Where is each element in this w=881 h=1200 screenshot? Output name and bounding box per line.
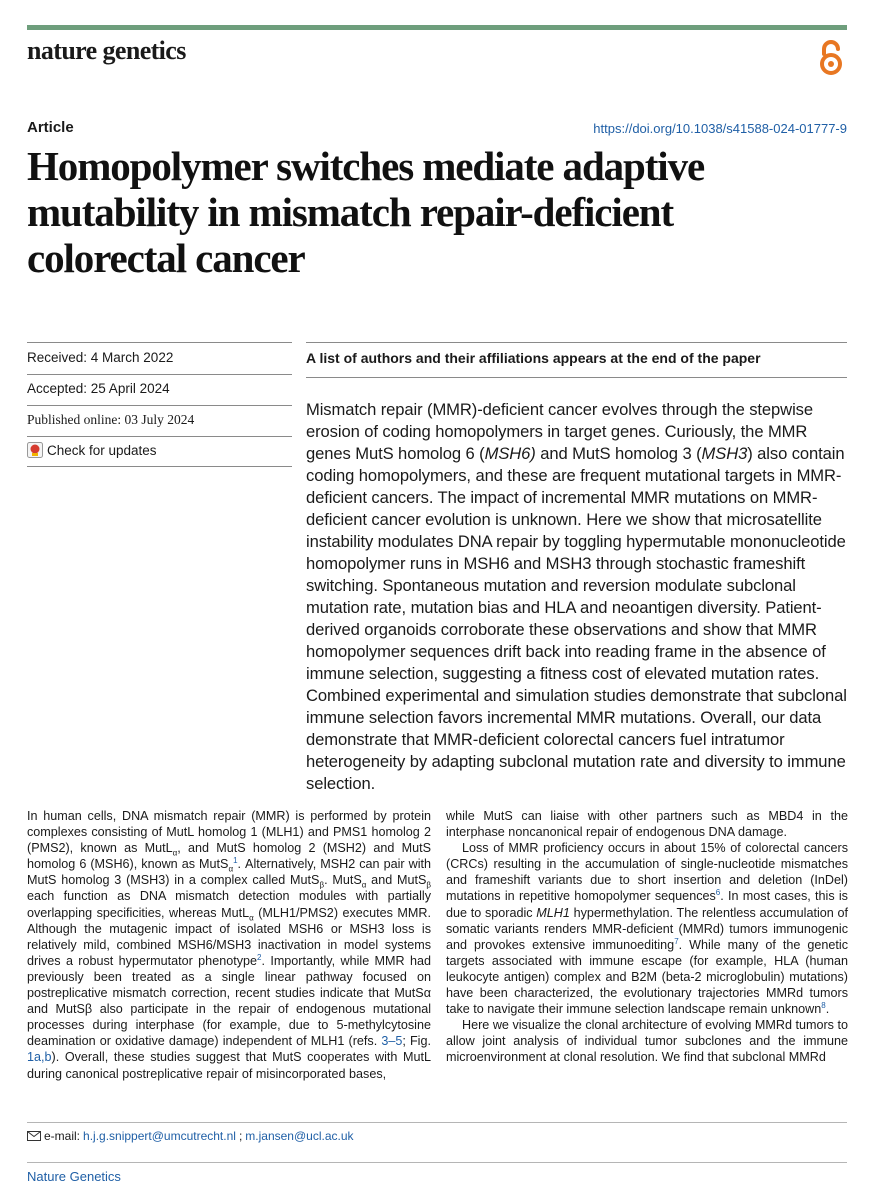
envelope-icon <box>27 1131 41 1141</box>
check-updates-label: Check for updates <box>47 442 157 458</box>
citation-link[interactable]: 6 <box>715 888 721 898</box>
figure-link[interactable]: 1a,b <box>27 1050 52 1065</box>
body-paragraph: Loss of MMR proficiency occurs in about 15% of colorectal cancers (CRCs) resulting in the accumulation of single-nucleotide mismatches and frameshift variants due to short insertion and deletion (InDel) mutations in repetitive homopolymer sequences$^6$. In most cases, this is due to sporadic MLH1 hypermethylation. The relentless accumulation of somatic variants renders MMR-deficient (MMRd) tumors immunogenic and provokes extensive immunoediting$^7$. While many of the genetic targets associated with immune escape (for example, HLA (human leukocyte antigen) complex and B2M (beta-2 microglobulin) mutations) have been characterized, the evolutionary trajectories MMRd tumors take to navigate their immune selection landscape remain unknown$^8$. <box>446 841 848 1017</box>
citation-link[interactable]: 8 <box>821 1000 826 1010</box>
body-paragraph: Here we visualize the clonal architecture of evolving MMRd tumors to allow joint analysis of individual tumor subclones and the immune microenvironment at clonal resolution. We find that subclonal MMRd <box>446 1018 848 1065</box>
published-date: Published online: 03 July 2024 <box>27 412 195 427</box>
footer-divider <box>27 1162 847 1163</box>
check-for-updates-button[interactable] <box>27 442 157 458</box>
journal-color-bar <box>27 25 847 30</box>
footer-journal-name[interactable]: Nature Genetics <box>27 1169 121 1184</box>
email-link[interactable]: m.jansen@ucl.ac.uk <box>245 1129 354 1143</box>
journal-logo[interactable]: nature genetics <box>27 36 186 65</box>
citation-link[interactable]: 2 <box>257 952 262 962</box>
citation-link[interactable]: 3–5 <box>381 1034 403 1049</box>
article-title: Homopolymer switches mediate adaptive mutability in mismatch repair-deficient colorectal cancer <box>27 143 705 281</box>
meta-divider <box>27 374 292 375</box>
citation-link[interactable]: 7 <box>674 936 679 946</box>
meta-divider <box>27 405 292 406</box>
body-paragraph: while MutS can liaise with other partners such as MBD4 in the interphase noncanonical repair of endogenous DNA damage. <box>446 809 848 840</box>
body-column-left <box>27 808 431 1082</box>
open-access-icon[interactable] <box>816 38 846 76</box>
meta-divider <box>27 436 292 437</box>
correspondence-line: e-mail: h.j.g.snippert@umcutrecht.nl ; m.jansen@ucl.ac.uk <box>27 1129 354 1143</box>
citation-link[interactable]: 1 <box>233 856 238 866</box>
authors-divider <box>306 377 847 378</box>
authors-note: A list of authors and their affiliations appears at the end of the paper <box>306 350 761 366</box>
check-updates-icon <box>27 442 43 458</box>
meta-divider <box>27 466 292 467</box>
article-type-label: Article <box>27 119 74 136</box>
body-paragraph: In human cells, DNA mismatch repair (MMR) is performed by protein complexes consisting of MutL homolog 1 (MLH1) and PMS1 homolog 2 (PMS2), known as MutL$_\alpha$, and MutS homolog 2 (MSH2) and MutS homolog 6 (MSH6), known as MutS$_\alpha^1$. Alternatively, MSH2 can pair with MutS homolog 3 (MSH3) in a complex called MutS$_\beta$. MutS$_\alpha$ and MutS$_\beta$ each function as DNA mismatch detection modules with partially overlapping specificities, whereas MutL$_\alpha$ (MLH1/PMS2) executes MMR. Although the mutagenic impact of isolated MSH6 or MSH3 loss is relatively mild, combined MSH6/MSH3 inactivation in model systems drives a robust hypermutator phenotype$^2$. Importantly, while MMR had previously been treated as a single linear pathway focused on postreplicative mismatch correction, recent studies indicate that MutSα and MutSβ also participate in the repair of endogenous mutational processes during interphase (for example, due to 5-methylcytosine deamination or oxidative damage) independent of MLH1 (refs. 3–5; Fig. 1a,b). Overall, these studies suggest that MutS cooperates with MutL during canonical postreplicative repair of misincorporated bases, <box>27 809 431 1081</box>
meta-divider <box>27 342 292 343</box>
email-link[interactable]: h.j.g.snippert@umcutrecht.nl <box>83 1129 236 1143</box>
accepted-date: Accepted: 25 April 2024 <box>27 381 170 396</box>
received-date: Received: 4 March 2022 <box>27 350 174 365</box>
footnote-divider <box>27 1122 847 1123</box>
body-column-right <box>446 808 848 1066</box>
doi-link[interactable]: https://doi.org/10.1038/s41588-024-01777-9 <box>593 121 847 136</box>
authors-divider <box>306 342 847 343</box>
abstract: Mismatch repair (MMR)-deficient cancer evolves through the stepwise erosion of coding homopolymers in target genes. Curiously, the MMR genes MutS homolog 6 (MSH6) and MutS homolog 3 (MSH3) also contain coding homopolymers, and these are frequent mutational targets in MMR-deficient cancers. The impact of incremental MMR mutations on MMR-deficient cancer evolution is unknown. Here we show that microsatellite instability modulates DNA repair by toggling hypermutable mononucleotide homopolymer runs in MSH6 and MSH3 through stochastic frameshift switching. Spontaneous mutation and reversion modulate subclonal mutation rate, mutation bias and HLA and neoantigen diversity. Patient-derived organoids corroborate these observations and show that MMR homopolymer sequences drift back into reading frame in the absence of immune selection, suggesting a fitness cost of elevated mutation rates. Combined experimental and simulation studies demonstrate that subclonal immune selection favors incremental MMR mutations. Overall, our data demonstrate that MMR-deficient colorectal cancers fuel intratumor heterogeneity by adapting subclonal mutation rate and diversity to immune selection. <box>306 400 847 793</box>
